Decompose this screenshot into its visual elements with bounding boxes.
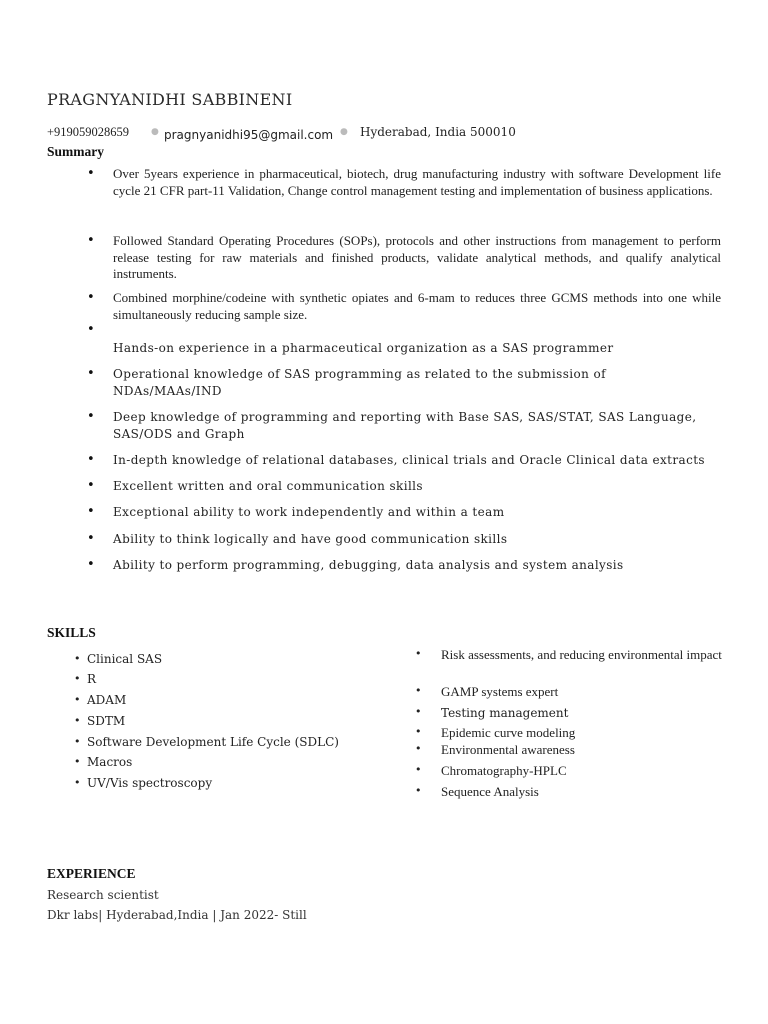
experience-heading: EXPERIENCE	[47, 866, 136, 881]
bullet-icon: •	[415, 784, 422, 797]
summary-text: Over 5years experience in pharmaceutical, biotech, drug manufacturing industry with software Development life cycle 21 CFR part-11 Validation, Change control management testing and implementation of business applications.	[113, 166, 721, 198]
skill-label: Environmental awareness	[441, 742, 575, 757]
skill-label: UV/Vis spectroscopy	[87, 776, 213, 790]
skill-label: SDTM	[87, 714, 126, 728]
summary-text: Exceptional ability to work independently and within a team	[113, 505, 505, 519]
skill-label: Risk assessments, and reducing environmental impact	[441, 647, 722, 662]
skill-label: R	[87, 672, 97, 686]
summary-text: Ability to think logically and have good communication skills	[113, 532, 508, 546]
summary-text: Ability to perform programming, debugging, data analysis and system analysis	[113, 558, 624, 572]
bullet-icon: •	[87, 290, 95, 305]
summary-text: Hands-on experience in a pharmaceutical organization as a SAS programmer	[113, 341, 614, 355]
email-address: pragnyanidhi95@gmail.com	[164, 128, 334, 142]
bullet-icon: •	[415, 763, 422, 776]
bullet-icon: •	[74, 735, 81, 748]
skill-label: Clinical SAS	[87, 652, 163, 666]
bullet-icon: •	[74, 672, 81, 685]
bullet-icon: •	[87, 531, 95, 546]
bullet-icon: •	[87, 166, 95, 181]
location: Hyderabad, India 500010	[360, 125, 516, 139]
bullet-icon: •	[415, 647, 422, 660]
bullet-icon: •	[87, 366, 95, 381]
skill-label: Chromatography-HPLC	[441, 763, 567, 778]
skill-label: GAMP systems expert	[441, 684, 559, 699]
summary-text: Excellent written and oral communication skills	[113, 479, 423, 493]
bullet-icon: •	[87, 478, 95, 493]
skill-label: Testing management	[441, 706, 569, 720]
skill-label: Macros	[87, 755, 133, 769]
contact-separator: ●	[151, 127, 159, 137]
summary-heading: Summary	[47, 144, 104, 159]
bullet-icon: •	[87, 322, 95, 337]
summary-text: In-depth knowledge of relational databases, clinical trials and Oracle Clinical data extracts	[113, 453, 705, 467]
summary-text: Deep knowledge of programming and reporting with Base SAS, SAS/STAT, SAS Language, SAS/ODS and Graph	[113, 410, 697, 441]
bullet-icon: •	[74, 776, 81, 789]
bullet-icon: •	[87, 504, 95, 519]
job-company-line: Dkr labs| Hyderabad,India | Jan 2022- Still	[47, 908, 307, 922]
candidate-name: PRAGNYANIDHI SABBINENI	[47, 90, 293, 109]
bullet-icon: •	[74, 714, 81, 727]
summary-text: Combined morphine/codeine with synthetic opiates and 6-mam to reduces three GCMS methods into one while simultaneously reducing sample size.	[113, 290, 721, 322]
bullet-icon: •	[74, 755, 81, 768]
skill-label: ADAM	[87, 693, 127, 707]
bullet-icon: •	[87, 557, 95, 572]
skill-label: Sequence Analysis	[441, 784, 539, 799]
phone-number: +919059028659	[47, 125, 130, 139]
bullet-icon: •	[415, 742, 422, 755]
skill-label: Epidemic curve modeling	[441, 725, 576, 740]
summary-text: Operational knowledge of SAS programming as related to the submission of NDAs/MAAs/IND	[113, 367, 606, 398]
bullet-icon: •	[87, 452, 95, 467]
bullet-icon: •	[87, 409, 95, 424]
summary-text: Followed Standard Operating Procedures (SOPs), protocols and other instructions from management to perform release testing for raw materials and finished products, validate analytical methods, and qualify analytical instruments.	[113, 233, 721, 281]
skill-label: Software Development Life Cycle (SDLC)	[87, 735, 339, 749]
contact-separator: ●	[340, 127, 348, 137]
bullet-icon: •	[415, 705, 422, 718]
bullet-icon: •	[415, 725, 422, 738]
job-title: Research scientist	[47, 888, 159, 902]
bullet-icon: •	[415, 684, 422, 697]
bullet-icon: •	[74, 693, 81, 706]
bullet-icon: •	[74, 652, 81, 665]
bullet-icon: •	[87, 233, 95, 248]
skills-heading: SKILLS	[47, 625, 96, 640]
